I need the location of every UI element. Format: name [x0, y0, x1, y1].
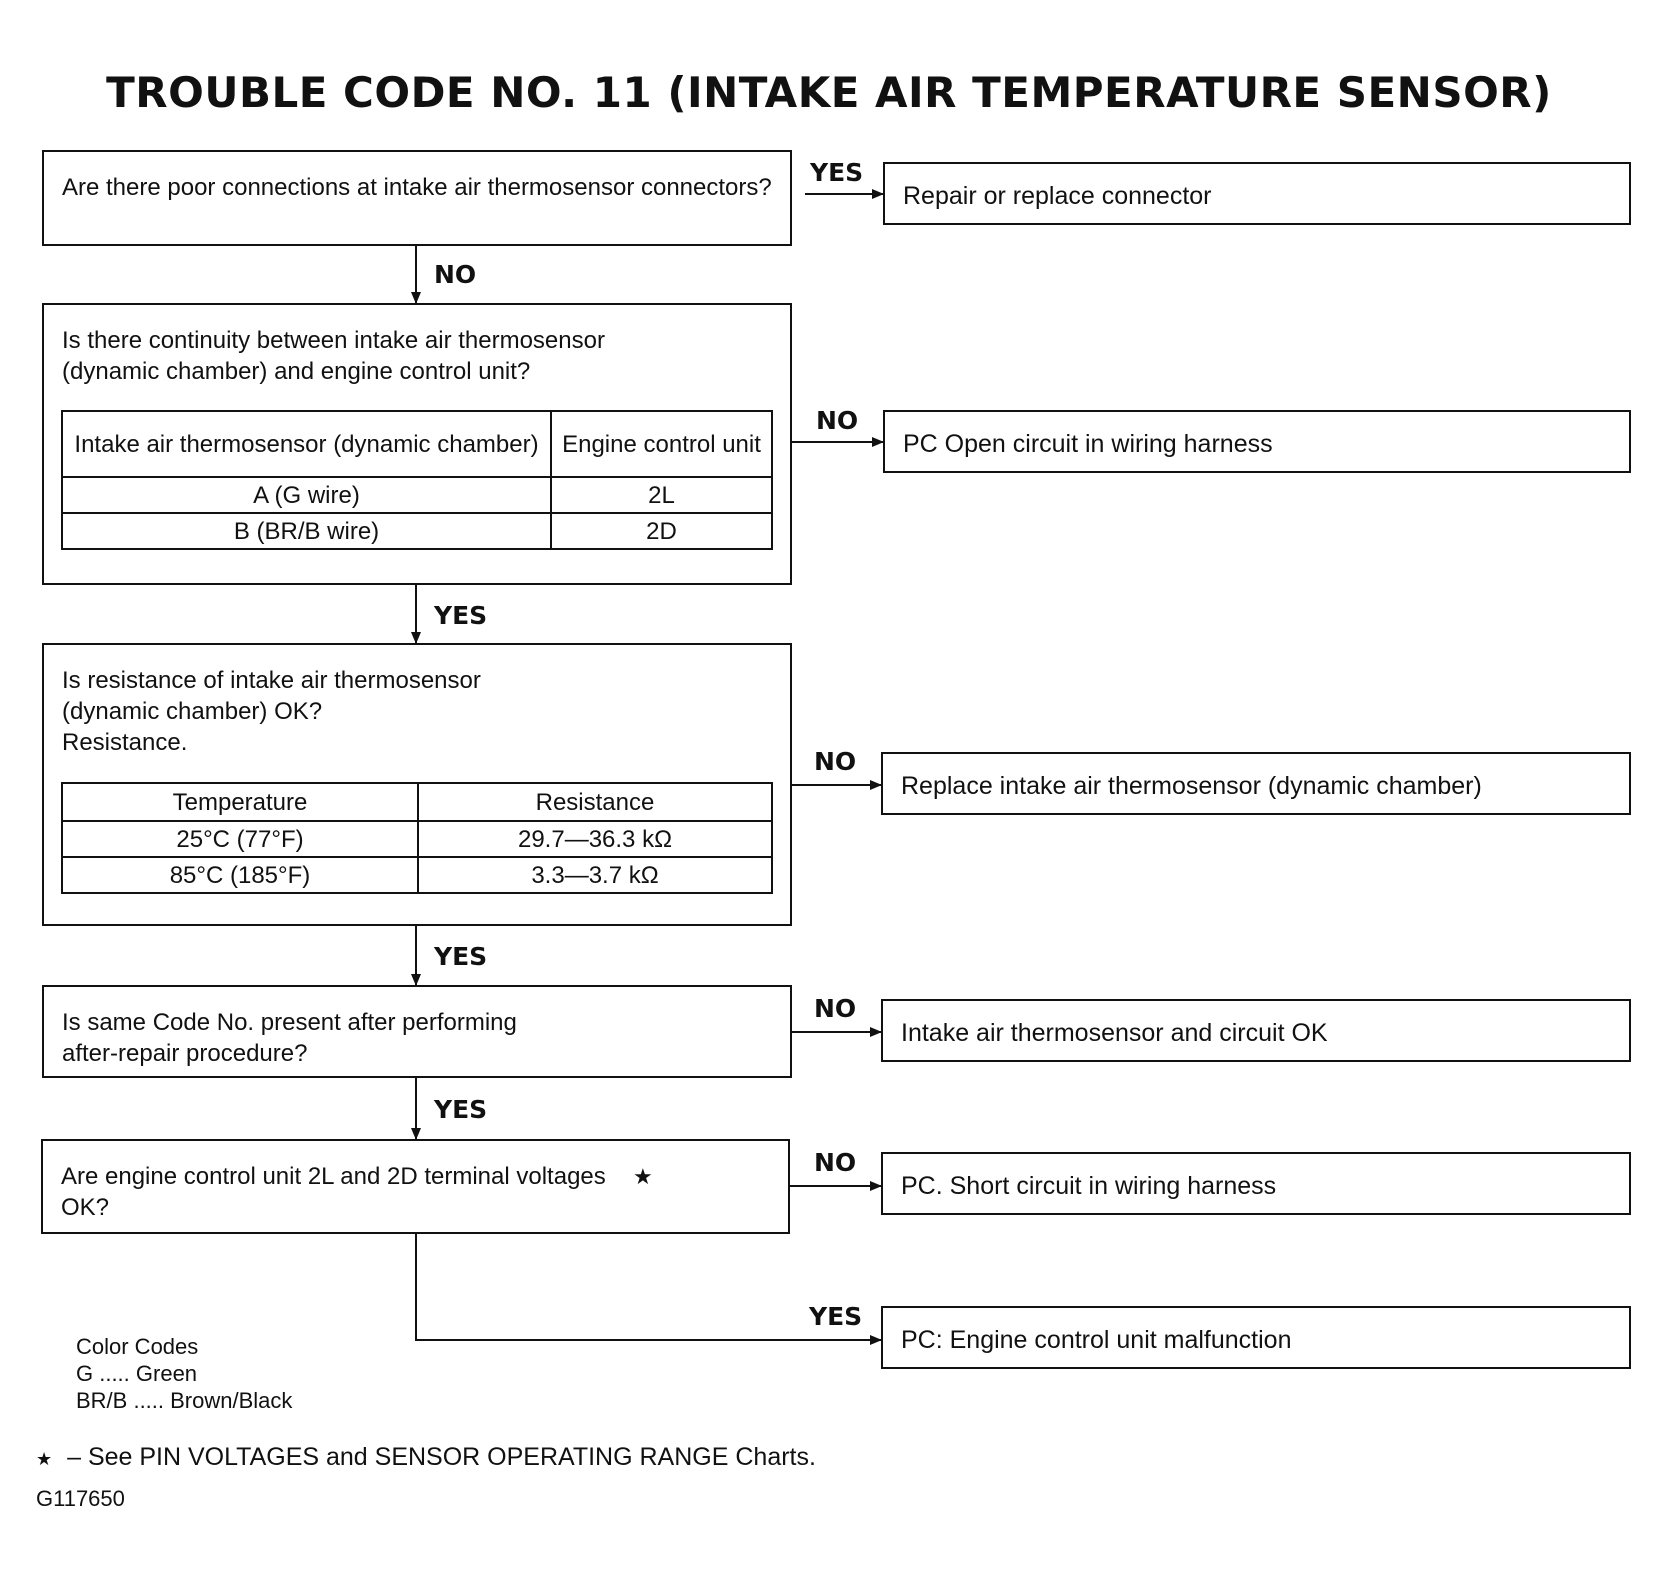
step5-result-box: [881, 1152, 1631, 1215]
step3-question-line: (dynamic chamber) OK?: [62, 698, 323, 725]
step5-question-box: [41, 1139, 790, 1234]
step3-yes-label: YES: [434, 942, 488, 971]
step3-no-label: NO: [814, 747, 857, 776]
color-code-item: BR/B ..... Brown/Black: [76, 1388, 293, 1413]
footnote-star-icon: ★: [36, 1449, 53, 1469]
table-header-cell: Engine control unit: [551, 411, 772, 477]
step1-result-box: [883, 162, 1631, 225]
step1-result: Repair or replace connector: [903, 182, 1212, 210]
step5-yes-label: YES: [809, 1302, 863, 1331]
final-result-box: [881, 1306, 1631, 1369]
page-title: TROUBLE CODE NO. 11 (INTAKE AIR TEMPERATURE SENSOR): [106, 68, 1552, 117]
step4-no-label: NO: [814, 994, 857, 1023]
step5-result: PC. Short circuit in wiring harness: [901, 1172, 1277, 1200]
table-row: [62, 513, 772, 549]
table-cell: 3.3—3.7 kΩ: [418, 857, 772, 893]
step3-result: Replace intake air thermosensor (dynamic chamber): [901, 772, 1482, 800]
step4-yes-label: YES: [434, 1095, 488, 1124]
step3-question-line: Is resistance of intake air thermosensor: [62, 667, 481, 694]
step4-question: Is same Code No. present after performing after-repair procedure?: [62, 1009, 517, 1067]
table-cell: 2D: [551, 513, 772, 549]
step3-resistance-table: [61, 782, 773, 894]
table-cell: A (G wire): [62, 477, 551, 513]
footnote: [36, 1444, 816, 1473]
table-row: [62, 477, 772, 513]
table-cell: 85°C (185°F): [62, 857, 418, 893]
table-header-cell: Resistance: [418, 783, 772, 821]
table-header-cell: Temperature: [62, 783, 418, 821]
step2-no-label: NO: [816, 406, 859, 435]
star-icon: ★: [633, 1164, 653, 1189]
table-header-row: [62, 411, 772, 477]
table-cell: 2L: [551, 477, 772, 513]
final-result: PC: Engine control unit malfunction: [901, 1326, 1292, 1354]
table-header-cell: Intake air thermosensor (dynamic chamber): [62, 411, 551, 477]
step4-result-box: [881, 999, 1631, 1062]
table-row: [62, 857, 772, 893]
step2-continuity-table: [61, 410, 773, 550]
color-codes-heading: Color Codes: [76, 1334, 199, 1359]
color-codes-legend: [76, 1333, 292, 1414]
step1-yes-label: YES: [810, 158, 864, 187]
table-header-row: [62, 783, 772, 821]
step2-result: PC Open circuit in wiring harness: [903, 430, 1273, 458]
step4-result: Intake air thermosensor and circuit OK: [901, 1019, 1328, 1047]
step5-no-label: NO: [814, 1148, 857, 1177]
step3-result-box: [881, 752, 1631, 815]
figure-id: G117650: [36, 1486, 125, 1511]
table-cell: B (BR/B wire): [62, 513, 551, 549]
color-code-item: G ..... Green: [76, 1361, 198, 1386]
step1-question-box: [42, 150, 792, 246]
table-row: [62, 821, 772, 857]
step5-question: Are engine control unit 2L and 2D terminal voltages OK?: [61, 1163, 606, 1221]
step1-no-label: NO: [434, 260, 477, 289]
step2-question: Is there continuity between intake air thermosensor (dynamic chamber) and engine control unit?: [62, 327, 605, 385]
step2-result-box: [883, 410, 1631, 473]
step2-yes-label: YES: [434, 601, 488, 630]
footnote-text: – See PIN VOLTAGES and SENSOR OPERATING RANGE Charts.: [67, 1443, 816, 1471]
table-cell: 29.7—36.3 kΩ: [418, 821, 772, 857]
step1-question: Are there poor connections at intake air thermosensor connectors?: [62, 174, 772, 201]
step3-question-line: Resistance.: [62, 729, 188, 756]
step4-question-box: [42, 985, 792, 1078]
table-cell: 25°C (77°F): [62, 821, 418, 857]
